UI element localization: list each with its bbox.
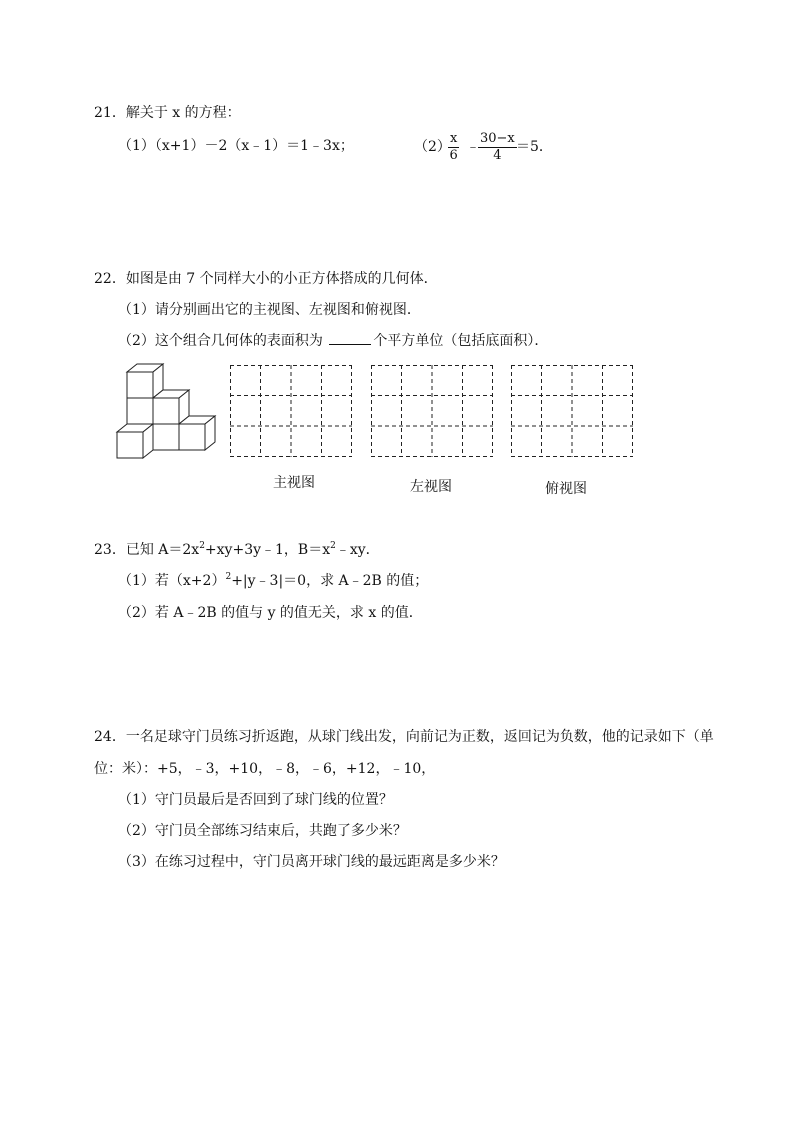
top-view-grid [511, 365, 633, 457]
front-view-grid [230, 365, 352, 457]
q23-part2: （2）若 A﹣2B 的值与 y 的值无关，求 x 的值． [118, 605, 423, 621]
q24-line1: 24．一名足球守门员练习折返跑，从球门线出发，向前记为正数，返回记为负数，他的记录如下（单 [94, 729, 714, 745]
exponent: 2 [225, 572, 232, 582]
q21-minus: ﹣ [466, 139, 480, 155]
q22-part2 [118, 332, 548, 350]
q23-part1-b: +|y﹣3|＝0，求 A﹣2B 的值； [231, 573, 429, 589]
q22-part2-text-b: 个平方单位（包括底面积）． [373, 333, 549, 349]
q22-title: 22．如图是由 7 个同样大小的小正方体搭成的几何体． [94, 271, 438, 287]
q21-part1: （1）（x+1）－2（x﹣1）＝1﹣3x； [118, 138, 354, 154]
q24-line2: 位：米）：+5，﹣3，+10，﹣8，﹣6，+12，﹣10， [94, 761, 436, 777]
fraction-denominator: 4 [493, 148, 502, 163]
top-view-label: 俯视图 [545, 481, 587, 497]
left-view-grid [371, 365, 493, 457]
q24-part2: （2）守门员全部练习结束后，共跑了多少米？ [118, 823, 407, 839]
exponent: 2 [199, 541, 205, 551]
fraction-numerator: 30−x [480, 131, 515, 146]
cube-figure [110, 362, 220, 466]
fraction-numerator: x [450, 131, 458, 146]
q23-title-part-a: 23．已知 A＝2x [94, 542, 200, 558]
q23-title [94, 541, 380, 561]
q23-title-part-b: +xy+3y﹣1，B＝x [204, 542, 331, 558]
q22-part2-text-a: （2）这个组合几何体的表面积为 [118, 333, 328, 349]
front-view-label: 主视图 [273, 475, 315, 491]
q24-part1: （1）守门员最后是否回到了球门线的位置？ [118, 792, 393, 808]
q21-part2-suffix: ＝5． [516, 139, 553, 155]
q22-part1: （1）请分别画出它的主视图、左视图和俯视图． [118, 302, 421, 318]
left-view-label: 左视图 [410, 479, 452, 495]
q21-title: 21．解关于 x 的方程： [94, 105, 241, 121]
answer-blank [329, 332, 371, 345]
q21-fraction-2 [478, 131, 517, 164]
fraction-denominator: 6 [449, 148, 458, 163]
q23-part1-a: （1）若（x+2） [118, 573, 226, 589]
q21-fraction-1 [448, 131, 459, 164]
q21-part2-prefix: （2） [414, 139, 451, 155]
exponent: 2 [330, 541, 336, 551]
q24-part3: （3）在练习过程中，守门员离开球门线的最远距离是多少米？ [118, 854, 505, 870]
q23-part1 [118, 572, 428, 592]
q23-title-part-c: ﹣xy． [335, 542, 380, 558]
